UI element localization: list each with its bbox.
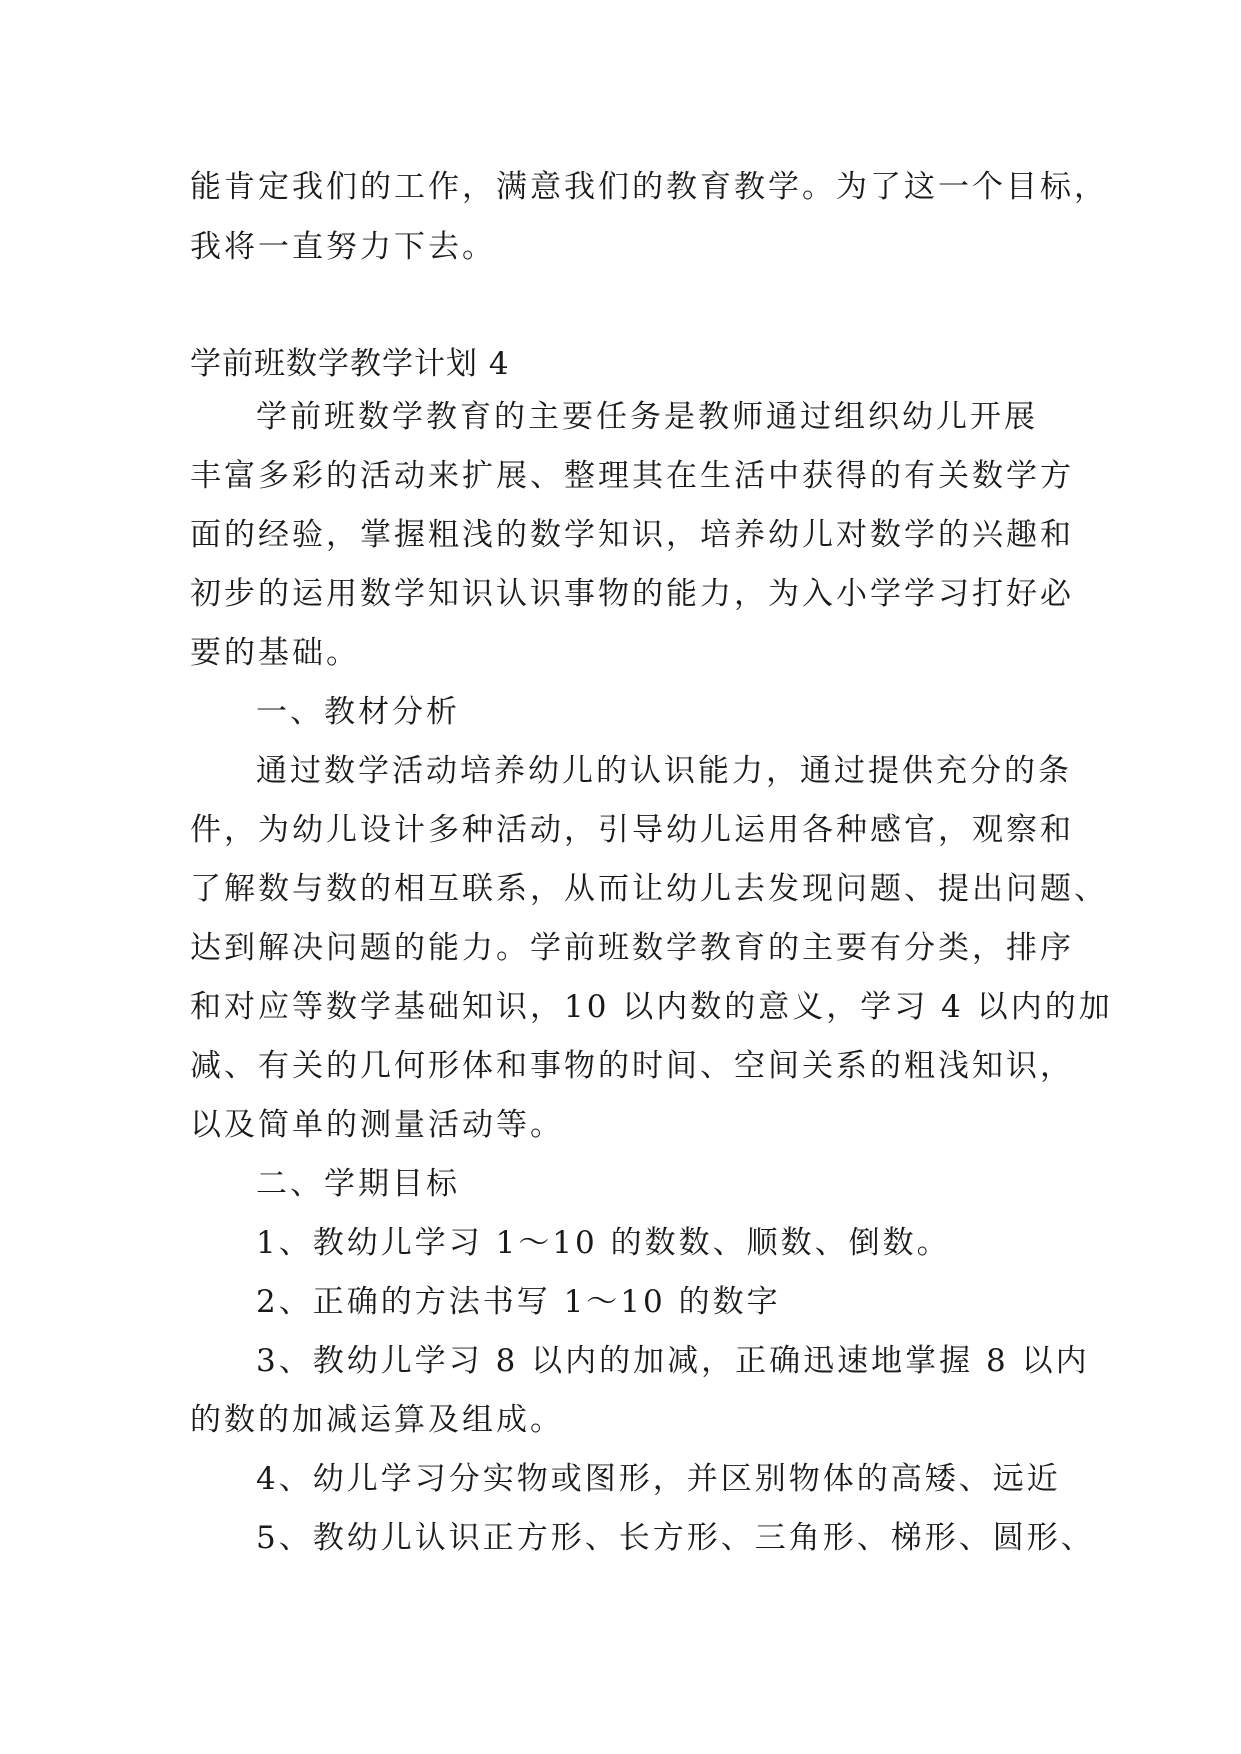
paragraph-line: 我将一直努力下去。 xyxy=(190,229,496,265)
paragraph-line: 了解数与数的相互联系，从而让幼儿去发现问题、提出问题、 xyxy=(190,871,1108,907)
paragraph-line: 能肯定我们的工作，满意我们的教育教学。为了这一个目标， xyxy=(190,169,1108,205)
section-title: 学前班数学教学计划 4 xyxy=(190,346,510,382)
paragraph-line: 通过数学活动培养幼儿的认识能力，通过提供充分的条 xyxy=(256,753,1072,789)
subsection-heading: 一、教材分析 xyxy=(256,694,460,730)
paragraph-line: 丰富多彩的活动来扩展、整理其在生活中获得的有关数学方 xyxy=(190,458,1074,494)
list-item: 2、正确的方法书写 1～10 的数字 xyxy=(256,1284,781,1320)
list-item: 1、教幼儿学习 1～10 的数数、顺数、倒数。 xyxy=(256,1225,951,1261)
paragraph-line: 达到解决问题的能力。学前班数学教育的主要有分类，排序 xyxy=(190,930,1074,966)
paragraph-line: 件，为幼儿设计多种活动，引导幼儿运用各种感官，观察和 xyxy=(190,812,1074,848)
paragraph-line: 面的经验，掌握粗浅的数学知识，培养幼儿对数学的兴趣和 xyxy=(190,517,1074,553)
list-item: 3、教幼儿学习 8 以内的加减，正确迅速地掌握 8 以内 xyxy=(256,1343,1090,1379)
paragraph-line: 学前班数学教育的主要任务是教师通过组织幼儿开展 xyxy=(256,399,1038,435)
paragraph-line: 初步的运用数学知识认识事物的能力，为入小学学习打好必 xyxy=(190,576,1074,612)
list-item: 4、幼儿学习分实物或图形，并区别物体的高矮、远近 xyxy=(256,1461,1061,1497)
paragraph-line: 减、有关的几何形体和事物的时间、空间关系的粗浅知识， xyxy=(190,1048,1074,1084)
paragraph-line: 以及简单的测量活动等。 xyxy=(190,1107,564,1143)
subsection-heading: 二、学期目标 xyxy=(256,1166,460,1202)
list-item-continuation: 的数的加减运算及组成。 xyxy=(190,1402,564,1438)
list-item: 5、教幼儿认识正方形、长方形、三角形、梯形、圆形、 xyxy=(256,1520,1095,1556)
paragraph-line: 要的基础。 xyxy=(190,635,360,671)
paragraph-line: 和对应等数学基础知识，10 以内数的意义，学习 4 以内的加 xyxy=(190,989,1113,1025)
